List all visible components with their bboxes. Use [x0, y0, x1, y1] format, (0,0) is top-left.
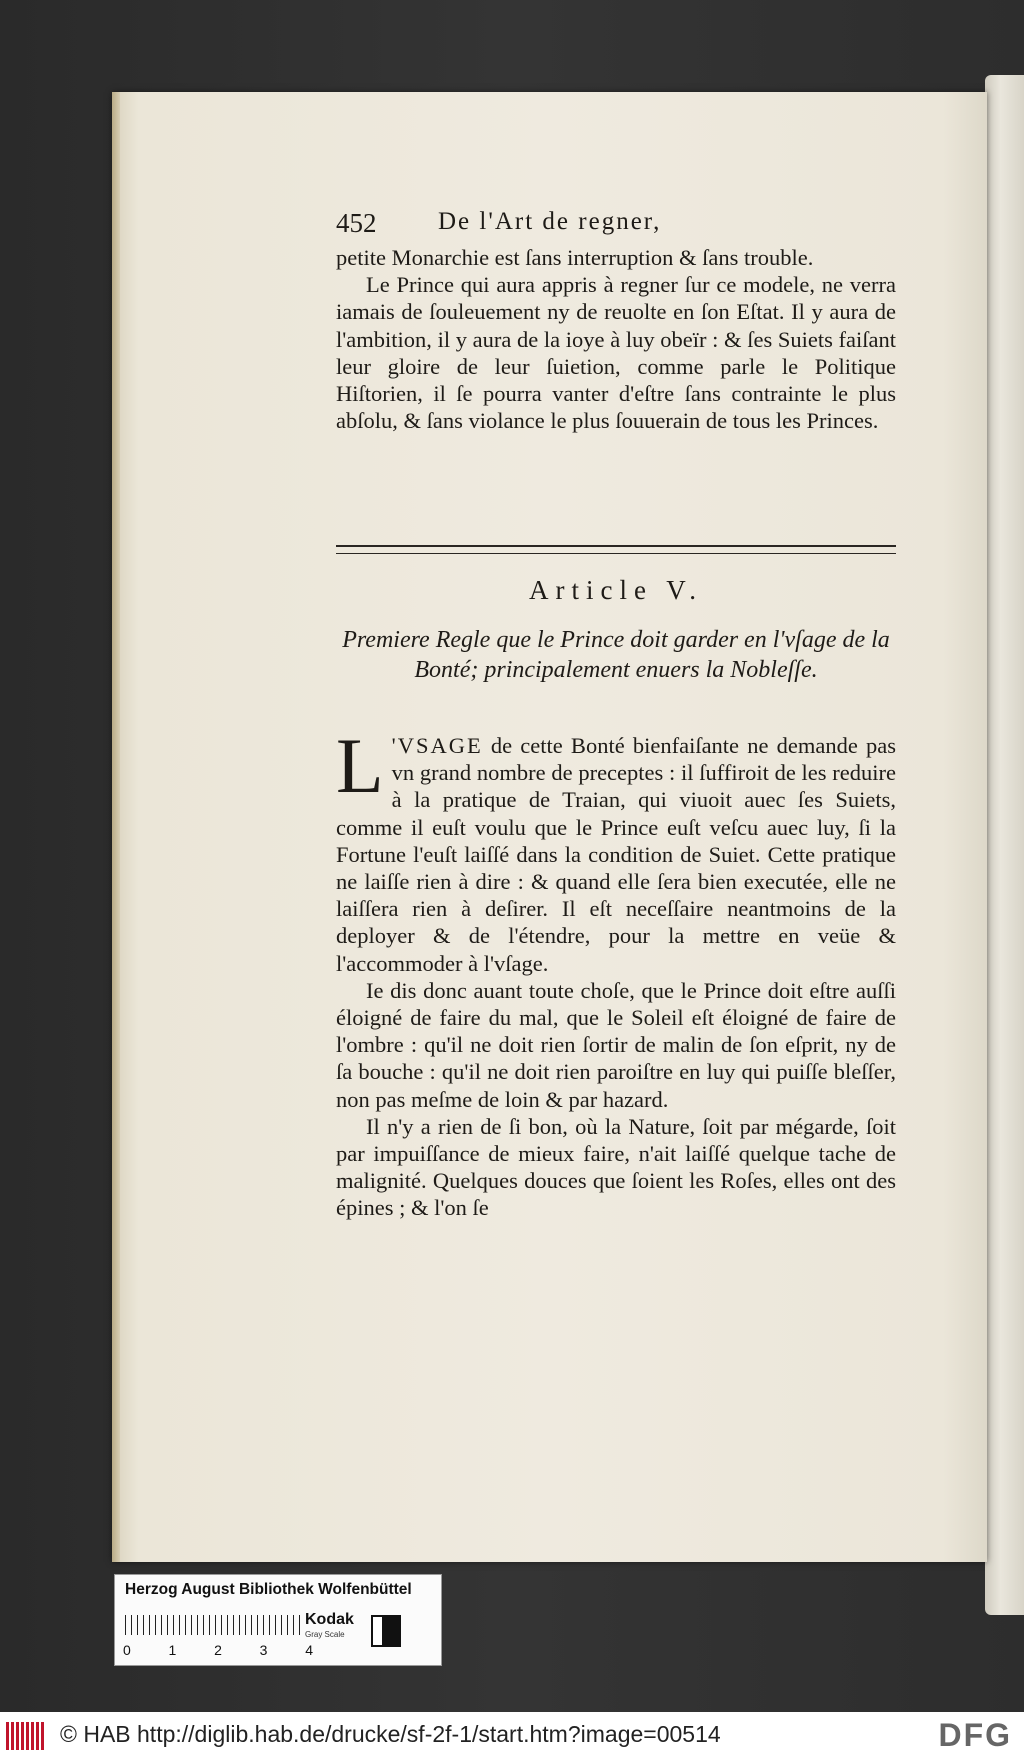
paragraph-opening: [336, 722, 896, 977]
paragraph-body: Le Prince qui aura appris à regner ſur ce modele, ne verra iamais de ſouleuement ny de reuolte en ſon Eſtat. Il y aura de l'ambition, il y aura de la ioye à luy obeïr : & ſes Suiets faiſant leur gloire de leur ſuietion, comme parle le Politique Hiſtorien, il ſe pourra vanter d'eſtre ſans contrainte le plus abſolu, & ſans violance le plus ſouuerain de tous les Princes.: [336, 272, 896, 434]
tick-label: 0: [123, 1642, 131, 1658]
ruler-scale: [125, 1615, 305, 1635]
text-block-main: [336, 722, 896, 1222]
hab-logo-icon: [6, 1722, 44, 1750]
dfg-logo: DFG: [938, 1717, 1012, 1753]
article-subheading: Premiere Regle que le Prince doit garder en l'vſage de la Bonté; principalement enuers la Nobleſſe.: [342, 627, 890, 683]
kodak-label: Kodak: [305, 1611, 354, 1628]
paragraph-body: Il n'y a rien de ſi bon, où la Nature, ſoit par mégarde, ſoit par impuiſſance de mieux faire, n'ait laiſſé quelque tache de malignité. Quelques douces que ſoient les Roſes, elles ont des épines ; & l'on ſe: [336, 1113, 896, 1221]
opening-word: 'VSAGE: [391, 733, 483, 758]
page-spine-shadow: [112, 92, 120, 1562]
footer-bar: [0, 1712, 1024, 1759]
section-rule: [336, 545, 896, 554]
tick-label: 3: [259, 1642, 268, 1658]
running-title: De l'Art de regner,: [438, 208, 662, 235]
footer-credit-link[interactable]: © HAB http://diglib.hab.de/drucke/sf-2f-1/start.htm?image=00514: [60, 1721, 721, 1747]
text-block-top: [336, 244, 896, 434]
grayscale-label: Gray Scale: [305, 1630, 345, 1639]
grayscale-swatch: [371, 1615, 401, 1647]
tick-label: 2: [214, 1642, 222, 1658]
paragraph-body: Ie dis donc auant toute choſe, que le Prince doit eſtre auſſi éloigné de faire du mal, que le Soleil eſt éloigné de faire de l'ombre : qu'il ne doit rien ſortir de malin de ſon eſprit, ny de ſa bouche : qu'il ne doit rien paroiſtre en luy qui puiſſe bleſſer, non pas meſme de loin & par hazard.: [336, 977, 896, 1112]
paragraph-continuation: petite Monarchie est ſans interruption & ſans trouble.: [336, 245, 814, 270]
drop-cap: L: [336, 722, 384, 809]
article-heading: Article V.: [529, 575, 703, 605]
opening-text: de cette Bonté bienfaiſante ne demande pas vn grand nombre de preceptes : il ſuffiroit de les reduire à la pratique de Traian, qui viuoit auec ſes Suiets, comme il euſt voulu que le Prince euſt veſcu auec luy, ſi la Fortune l'euſt laiſſé dans la condition de Suiet. Cette pratique ne laiſſe rien à dire : & quand elle ſera bien executée, elle ne laiſſera rien à deſirer. Il eſt neceſſaire neantmoins de la deployer & de l'étendre, pour la mettre en veüe & l'accommoder à l'vſage.: [336, 733, 896, 976]
card-title: Herzog August Bibliothek Wolfenbüttel: [125, 1581, 412, 1598]
color-calibration-card: [114, 1574, 442, 1666]
tick-label: 4: [305, 1642, 313, 1658]
running-head: [336, 208, 896, 242]
facing-page-edge: [985, 75, 1024, 1615]
ruler-ticks: [123, 1642, 313, 1658]
page-number: 452: [336, 208, 377, 238]
tick-label: 1: [168, 1642, 177, 1658]
